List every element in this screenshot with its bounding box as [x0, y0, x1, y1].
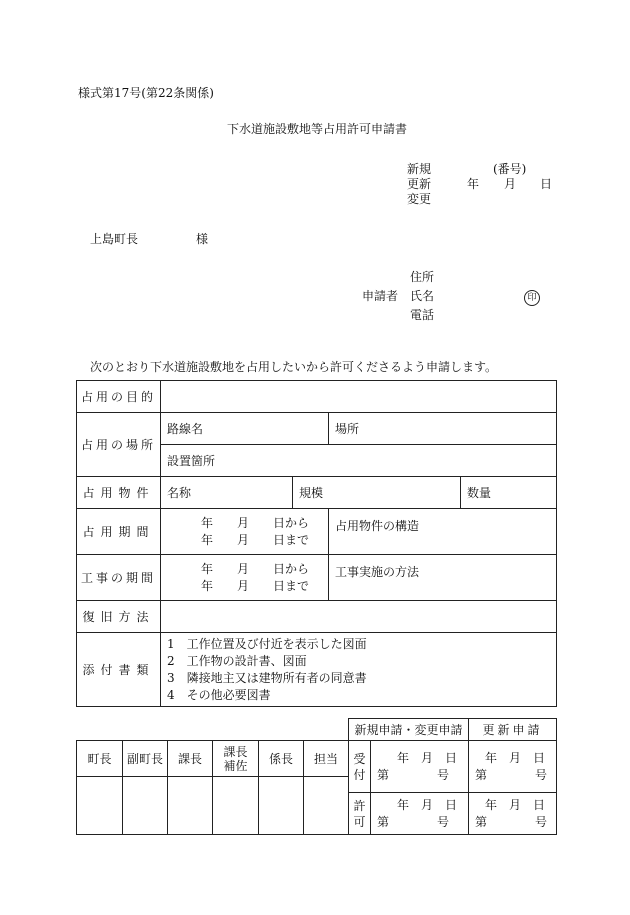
route-name-label: 路線名	[167, 422, 204, 436]
field-route-name[interactable]	[161, 413, 329, 445]
label-year: 年	[467, 177, 480, 191]
label-period: 占用期間	[77, 509, 161, 555]
stamp-kacho-hosa[interactable]	[213, 777, 259, 835]
stamp-kacho[interactable]	[168, 777, 213, 835]
stamp-fukuchocho[interactable]	[123, 777, 168, 835]
seal-icon: 印	[524, 290, 540, 306]
renew-header: 更新申請	[469, 719, 557, 741]
pos-chocho: 町長	[77, 741, 123, 777]
receipt-new-change[interactable]: 年 月 日 第 号	[371, 741, 469, 793]
label-object: 占用物件	[77, 477, 161, 509]
permit-new-change[interactable]: 年 月 日 第 号	[371, 793, 469, 835]
field-period[interactable]	[161, 509, 329, 555]
field-install-place[interactable]	[161, 445, 557, 477]
attachment-item: 4 その他必要図書	[167, 687, 271, 702]
work-to: 年 月 日まで	[201, 578, 310, 593]
new-change-header: 新規申請・変更申請	[349, 719, 469, 741]
field-purpose[interactable]	[161, 381, 557, 413]
label-purpose: 占用の目的	[77, 381, 161, 413]
pos-fukuchocho: 副町長	[123, 741, 168, 777]
structure-label: 占用物件の構造	[335, 519, 420, 533]
stamp-tanto[interactable]	[304, 777, 349, 835]
field-scale[interactable]	[293, 477, 461, 509]
scale-label: 規模	[299, 486, 324, 500]
receipt-renew[interactable]: 年 月 日 第 号	[469, 741, 557, 793]
label-change: 変更	[407, 192, 432, 206]
label-renew: 更新	[407, 177, 432, 191]
label-day: 日	[540, 177, 553, 191]
label-permit: 許 可	[349, 793, 371, 835]
field-quantity[interactable]	[461, 477, 557, 509]
attachment-item: 2 工作物の設計書、図面	[167, 653, 307, 668]
label-new: 新規	[407, 162, 432, 176]
quantity-label: 数量	[467, 486, 492, 500]
addressee-honorific: 様	[196, 232, 209, 246]
label-month: 月	[504, 177, 517, 191]
approval-table	[76, 740, 349, 835]
pos-tanto: 担当	[304, 741, 349, 777]
stamp-chocho[interactable]	[77, 777, 123, 835]
applicant-name-label: 氏名	[410, 289, 435, 303]
label-restore: 復旧方法	[77, 601, 161, 633]
field-restore[interactable]	[161, 601, 557, 633]
work-method-label: 工事実施の方法	[335, 565, 420, 579]
receipt-table	[348, 718, 557, 835]
field-structure[interactable]	[329, 509, 557, 555]
pos-kakaricho: 係長	[259, 741, 304, 777]
field-object-name[interactable]	[161, 477, 293, 509]
main-table	[76, 380, 557, 707]
label-attachments: 添付書類	[77, 633, 161, 707]
label-bangou: (番号)	[493, 162, 527, 176]
period-from: 年 月 日から	[201, 515, 310, 530]
form-number: 様式第17号(第22条関係)	[78, 86, 214, 100]
attachment-item: 1 工作位置及び付近を表示した図面	[167, 636, 367, 651]
place-label: 場所	[335, 422, 360, 436]
label-location: 占用の場所	[77, 413, 161, 477]
label-work-period: 工事の期間	[77, 555, 161, 601]
period-to: 年 月 日まで	[201, 532, 310, 547]
label-receipt: 受 付	[349, 741, 371, 793]
document-title: 下水道施設敷地等占用許可申請書	[227, 122, 408, 136]
install-place-label: 設置箇所	[167, 454, 216, 468]
applicant-phone-label: 電話	[410, 308, 435, 322]
field-place[interactable]	[329, 413, 557, 445]
applicant-label: 申請者	[362, 289, 399, 303]
field-work-method[interactable]	[329, 555, 557, 601]
stamp-kakaricho[interactable]	[259, 777, 304, 835]
attachment-item: 3 隣接地主又は建物所有者の同意書	[167, 670, 367, 685]
intro-text: 次のとおり下水道施設敷地を占用したいから許可くださるよう申請します。	[90, 360, 498, 374]
pos-kacho-hosa: 課長 補佐	[213, 741, 259, 777]
pos-kacho: 課長	[168, 741, 213, 777]
permit-renew[interactable]: 年 月 日 第 号	[469, 793, 557, 835]
applicant-address-label: 住所	[410, 270, 435, 284]
addressee-name: 上島町長	[90, 232, 139, 246]
seal-mark	[524, 289, 540, 306]
field-work-period[interactable]	[161, 555, 329, 601]
attachment-list	[161, 633, 557, 707]
work-from: 年 月 日から	[201, 561, 310, 576]
object-name-label: 名称	[167, 486, 192, 500]
